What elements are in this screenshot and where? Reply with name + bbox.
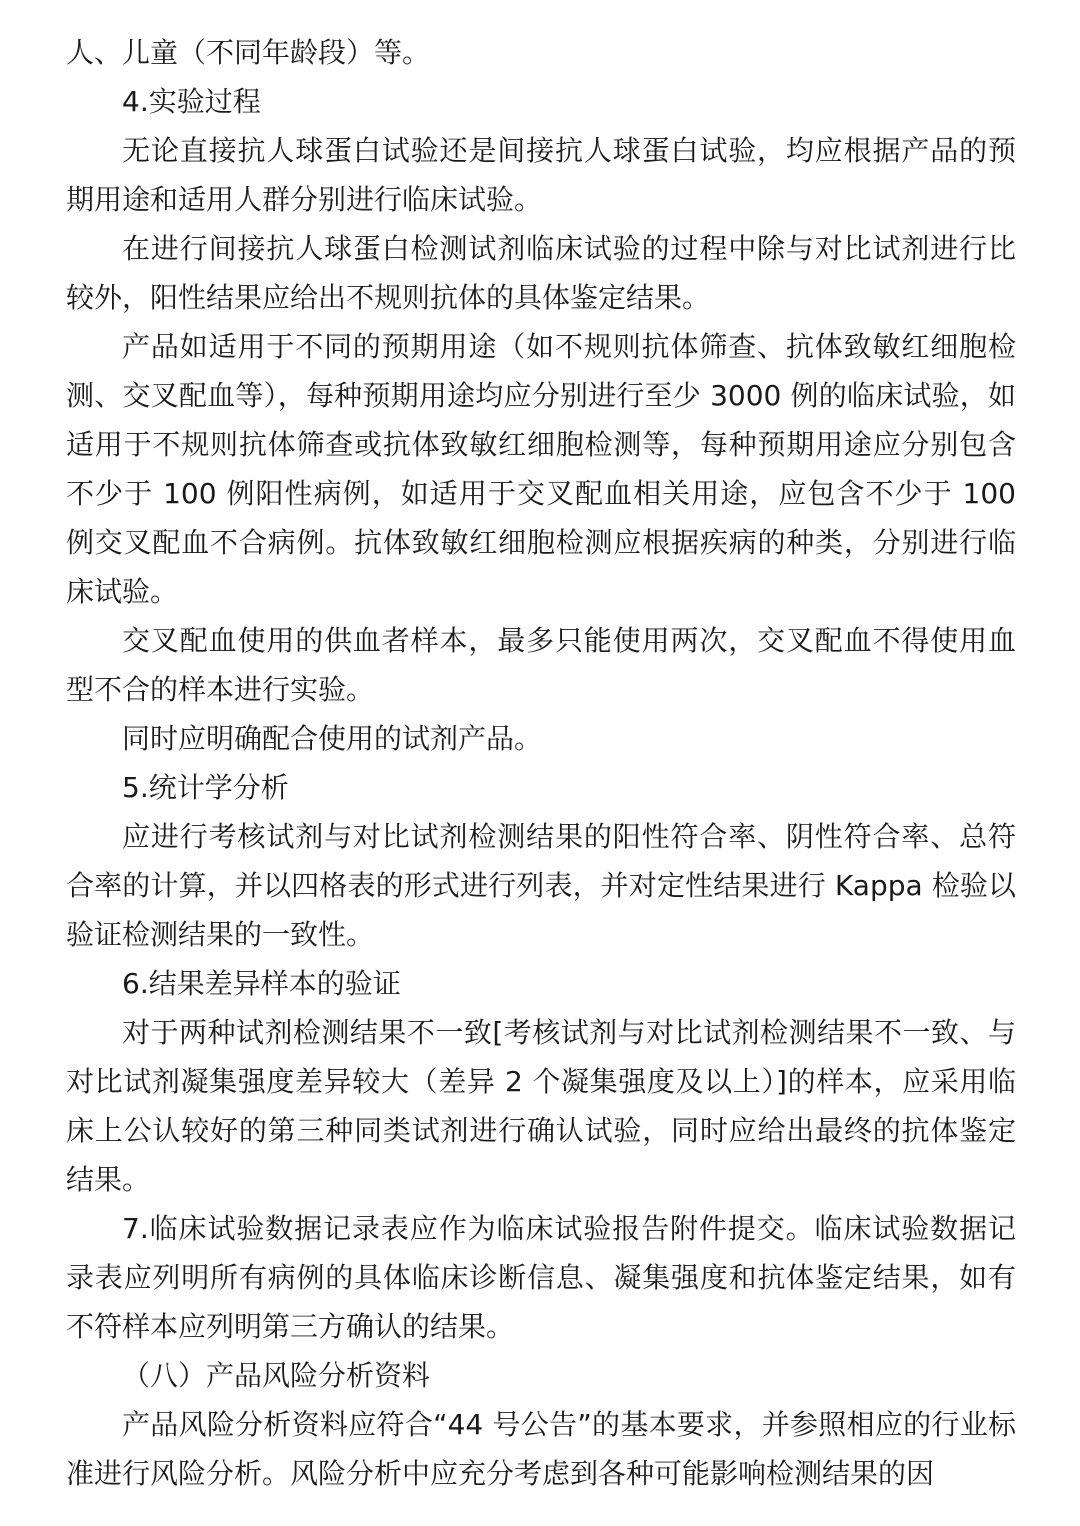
paragraph-discrepant-verification: 对于两种试剂检测结果不一致[考核试剂与对比试剂检测结果不一致、与对比试剂凝集强度差异较大（差异 2 个凝集强度及以上）]的样本，应采用临床上公认较好的第三种同类试剂进行确认试验，同时应给出最终的抗体鉴定结果。 (66, 1016, 1016, 1196)
paragraph-clinical-trial-requirement: 无论直接抗人球蛋白试验还是间接抗人球蛋白试验，均应根据产品的预期用途和适用人群分别进行临床试验。 (66, 134, 1016, 216)
heading-experiment-process: 4.实验过程 (122, 85, 261, 118)
paragraph-data-record-form: 7.临床试验数据记录表应作为临床试验报告附件提交。临床试验数据记录表应列明所有病例的具体临床诊断信息、凝集强度和抗体鉴定结果，如有不符样本应列明第三方确认的结果。 (66, 1212, 1016, 1343)
paragraph-cross-match-samples: 交叉配血使用的供血者样本，最多只能使用两次，交叉配血不得使用血型不合的样本进行实验。 (66, 624, 1016, 706)
heading-risk-analysis: （八）产品风险分析资料 (122, 1359, 431, 1392)
paragraph-risk-analysis: 产品风险分析资料应符合“44 号公告”的基本要求，并参照相应的行业标准进行风险分析。风险分析中应充分考虑到各种可能影响检测结果的因 (66, 1408, 1016, 1490)
heading-statistical-analysis: 5.统计学分析 (122, 771, 289, 804)
paragraph-companion-reagents: 同时应明确配合使用的试剂产品。 (122, 722, 543, 755)
document-page (66, 28, 1016, 1498)
paragraph-indirect-antiglobulin: 在进行间接抗人球蛋白检测试剂临床试验的过程中除与对比试剂进行比较外，阳性结果应给出不规则抗体的具体鉴定结果。 (66, 232, 1016, 314)
paragraph-agreement-rates: 应进行考核试剂与对比试剂检测结果的阳性符合率、阴性符合率、总符合率的计算，并以四格表的形式进行列表，并对定性结果进行 Kappa 检验以验证检测结果的一致性。 (66, 820, 1016, 951)
heading-discrepant-samples: 6.结果差异样本的验证 (122, 967, 401, 1000)
paragraph-intended-uses: 产品如适用于不同的预期用途（如不规则抗体筛查、抗体致敏红细胞检测、交叉配血等），每种预期用途均应分别进行至少 3000 例的临床试验，如适用于不规则抗体筛查或抗体致敏红细胞检测等，每种预期用途应分别包含不少于 100 例阳性病例，如适用于交叉配血相关用途，应包含不少于 100 例交叉配血不合病例。抗体致敏红细胞检测应根据疾病的种类，分别进行临床试验。 (66, 330, 1016, 608)
paragraph-continued-population: 人、儿童（不同年龄段）等。 (66, 36, 431, 69)
